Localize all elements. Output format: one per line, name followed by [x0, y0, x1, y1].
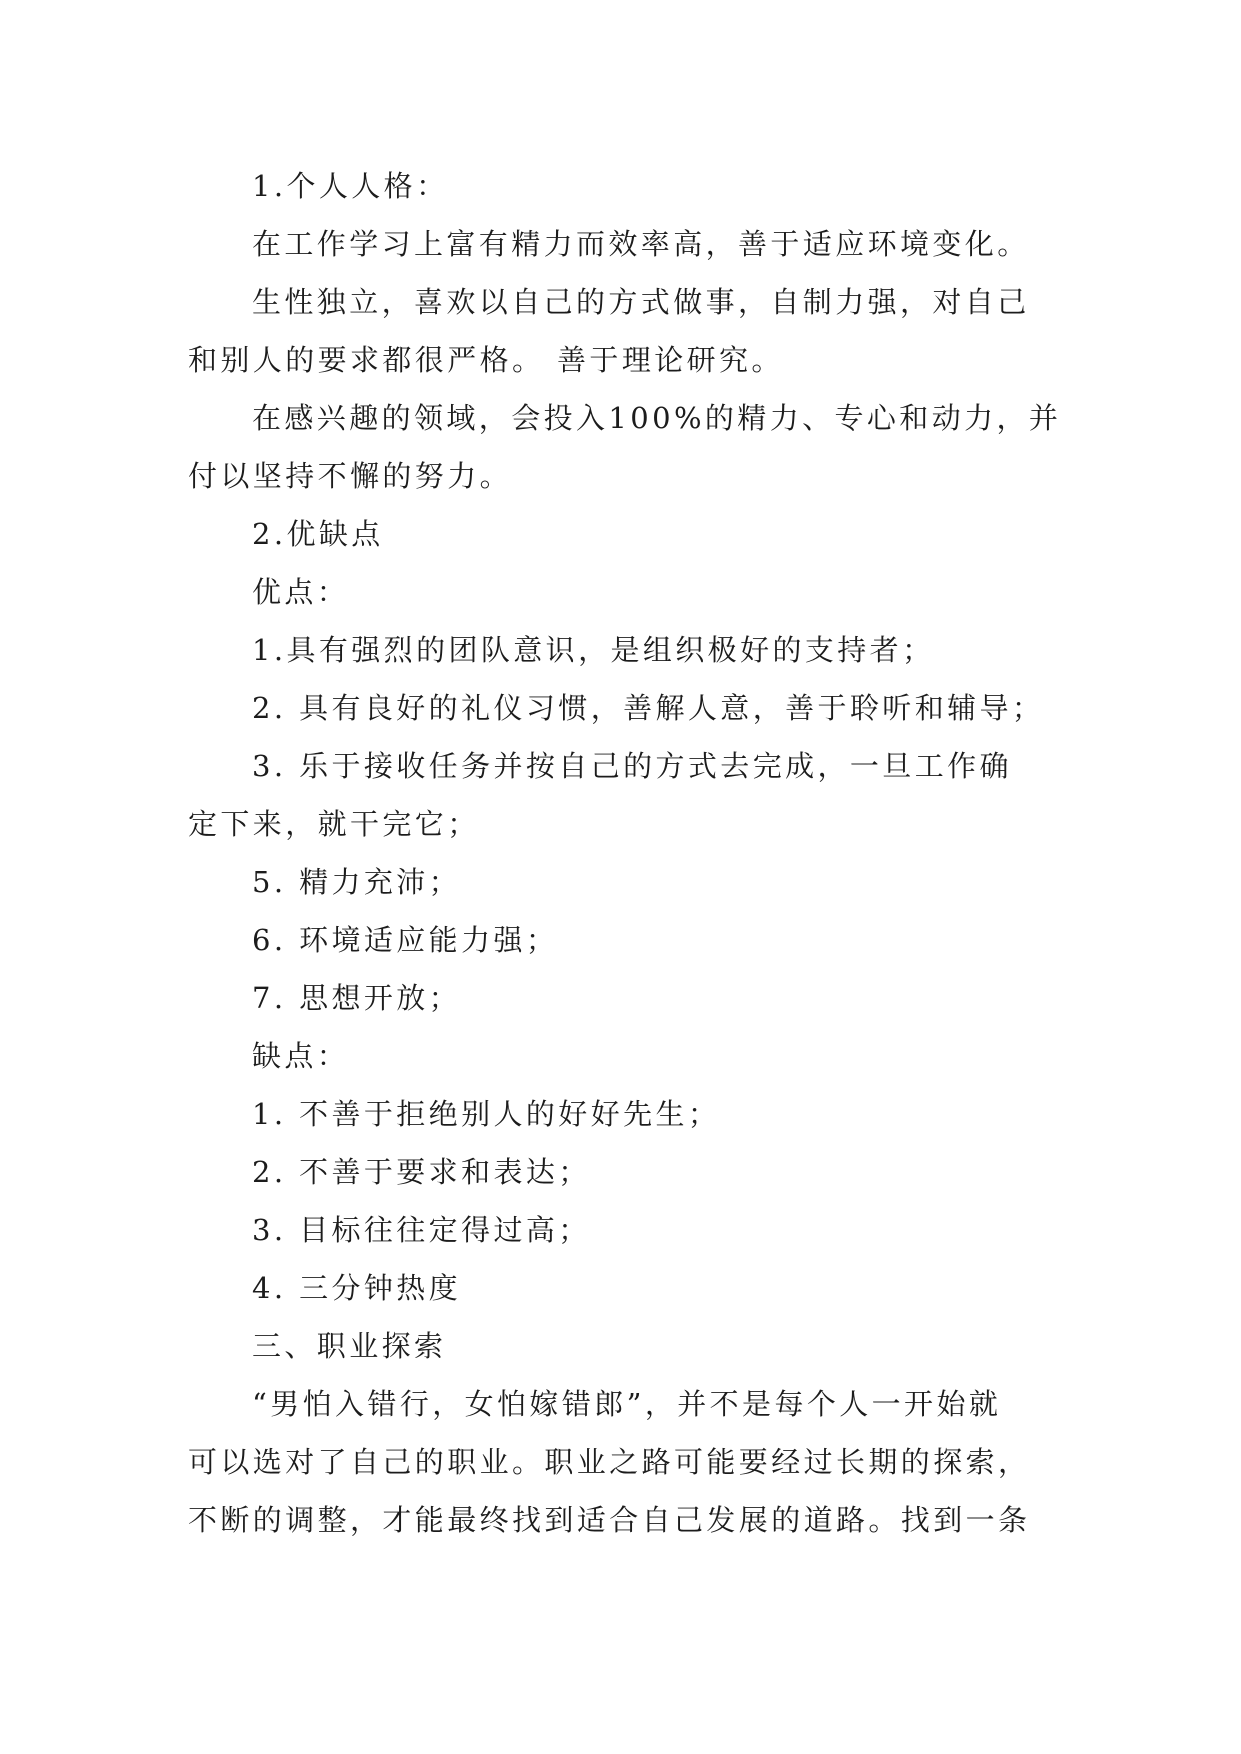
paragraph-line: 不断的调整，才能最终找到适合自己发展的道路。找到一条 [188, 1503, 1031, 1537]
document-body [188, 157, 1068, 1549]
paragraph-line: 在工作学习上富有精力而效率高，善于适应环境变化。 [252, 227, 1030, 261]
list-item: 4. 三分钟热度 [252, 1271, 462, 1305]
paragraph-line: 付以坚持不懈的努力。 [188, 459, 513, 493]
subheading-weaknesses: 缺点： [252, 1039, 350, 1073]
heading-strengths-weaknesses: 2.优缺点 [252, 517, 384, 551]
heading-career-exploration: 三、职业探索 [252, 1329, 447, 1363]
paragraph-line: 在感兴趣的领域，会投入100%的精力、专心和动力，并 [252, 401, 1062, 435]
list-item: 5. 精力充沛； [252, 865, 462, 899]
list-item: 7. 思想开放； [252, 981, 462, 1015]
list-item: 1. 不善于拒绝别人的好好先生； [252, 1097, 721, 1131]
list-item: 3. 乐于接收任务并按自己的方式去完成，一旦工作确 [252, 749, 1012, 783]
list-item: 2. 不善于要求和表达； [252, 1155, 591, 1189]
paragraph-line: “男怕入错行，女怕嫁错郎”，并不是每个人一开始就 [252, 1387, 1002, 1421]
list-item: 2. 具有良好的礼仪习惯，善解人意，善于聆听和辅导； [252, 691, 1045, 725]
heading-personal-character: 1.个人人格： [252, 169, 449, 203]
paragraph-line: 可以选对了自己的职业。职业之路可能要经过长期的探索， [188, 1445, 1031, 1479]
paragraph-line: 和别人的要求都很严格。 善于理论研究。 [188, 343, 784, 377]
list-item: 3. 目标往往定得过高； [252, 1213, 591, 1247]
list-item-continuation: 定下来，就干完它； [188, 807, 480, 841]
subheading-strengths: 优点： [252, 575, 350, 609]
list-item: 1.具有强烈的团队意识，是组织极好的支持者； [252, 633, 935, 667]
paragraph-line: 生性独立，喜欢以自己的方式做事，自制力强，对自己 [252, 285, 1030, 319]
list-item: 6. 环境适应能力强； [252, 923, 559, 957]
